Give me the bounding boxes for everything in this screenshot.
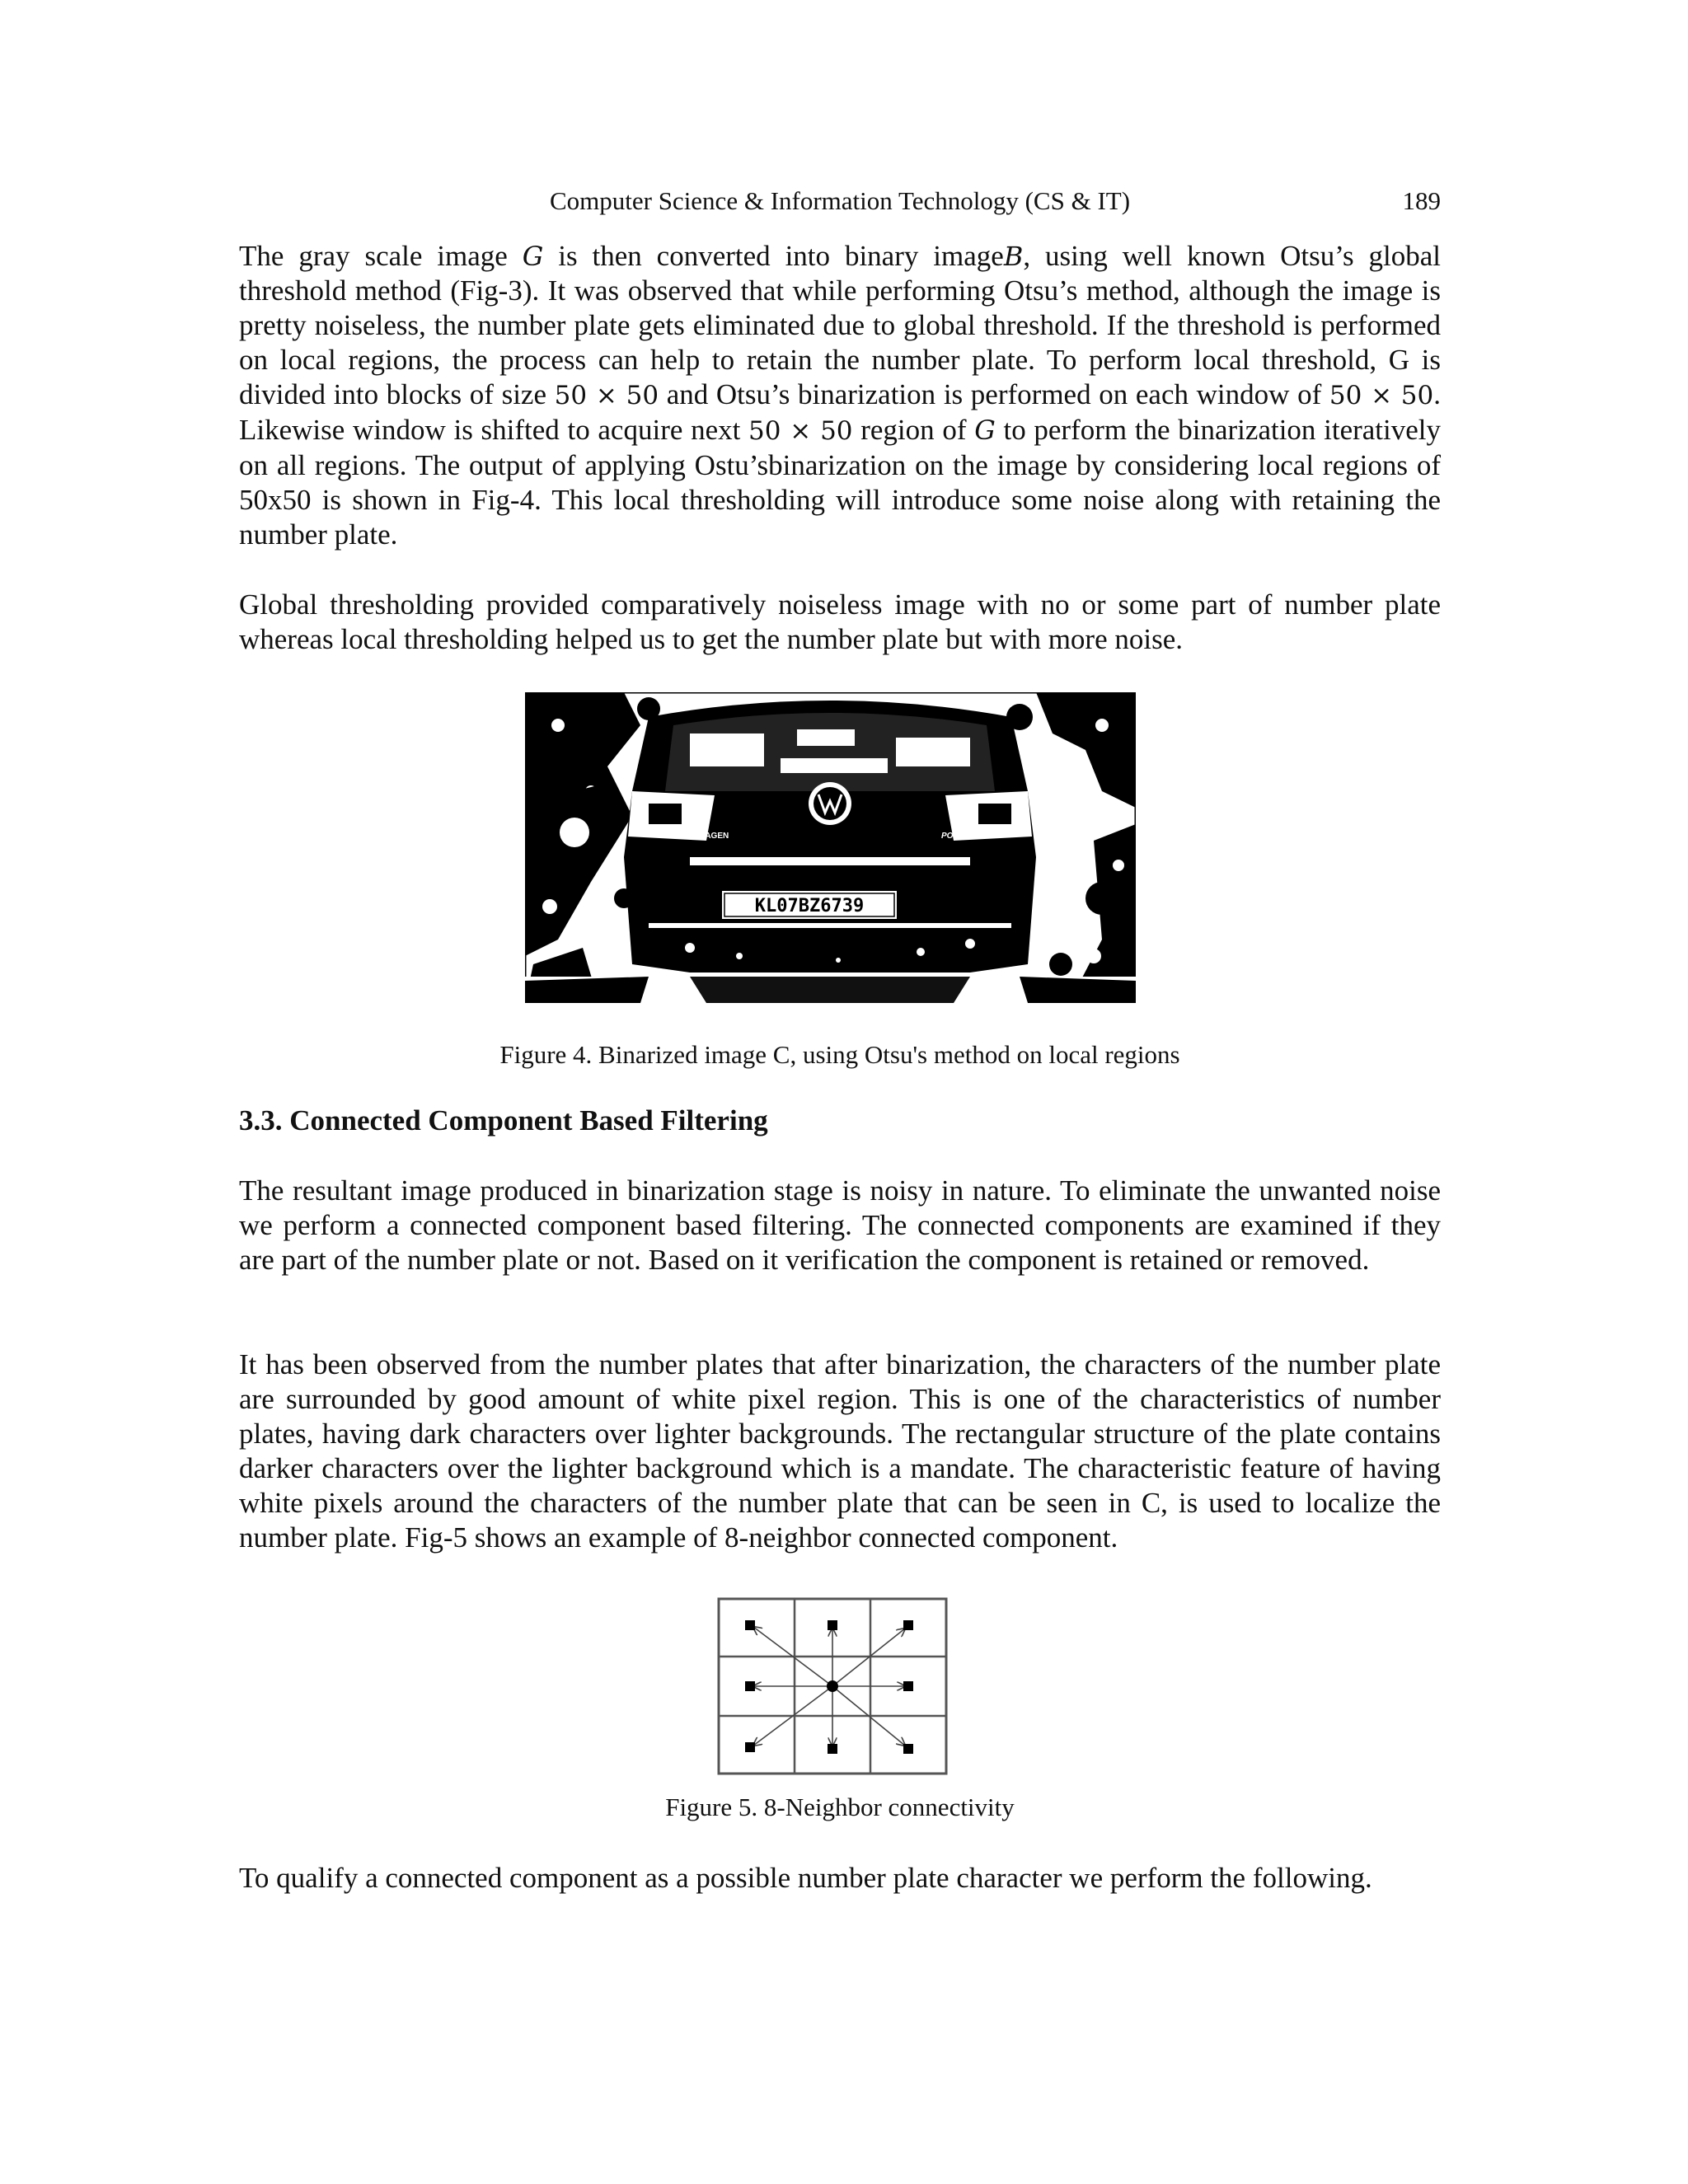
p1-text: , using well known Otsu’s global threshold method (Fig-3). It was observed that while performing Otsu’s method, although the image is pretty noiseless, the number plate gets eliminated due to global threshold. If the threshold is performed on local regions, the process can help to retain the number plate. To perform local threshold, G is divided into blocks of size — [239, 240, 1442, 410]
section-heading: 3.3. Connected Component Based Filtering — [239, 1104, 768, 1137]
var-g: G — [974, 415, 996, 446]
paragraph-otsu-binarization — [239, 239, 1441, 552]
math-50x50: 50 × 50 — [1329, 381, 1434, 410]
figure-4-binarized-car-image — [525, 692, 1136, 1003]
var-b: B — [1003, 241, 1024, 272]
paragraph-qualify-component: To qualify a connected component as a possible number plate character we perform the following. — [239, 1862, 1372, 1894]
paragraph-connected-component-filtering: The resultant image produced in binarization stage is noisy in nature. To eliminate the unwanted noise we perform a connected component based filtering. The connected components are examined if they are part of the number plate or not. Based on it verification the component is retained or removed. — [239, 1174, 1441, 1276]
paragraph-white-pixel-characteristic: It has been observed from the number plates that after binarization, the characters of the number plate are surrounded by good amount of white pixel region. This is one of the characteristics of number plates, having dark characters over lighter backgrounds. The rectangular structure of the plate contains darker characters over the lighter background which is a mandate. The characteristic feature of having white pixels around the characters of the number plate that can be seen in C, is used to localize the number plate. Fig-5 shows an example of 8-neighbor connected component. — [239, 1348, 1441, 1554]
car-model-text: POLO — [941, 832, 965, 841]
p1-text: . Likewise window is shifted to acquire next — [239, 378, 1442, 446]
p1-text: and Otsu’s binarization is performed on each window of — [659, 378, 1329, 410]
p1-text: to perform the binarization iteratively on all regions. The output of applying Ostu’sbinarization on the image by considering local regions of 50x50 is shown in Fig-4. This local thresholding will introduce some noise along with retaining the number plate. — [239, 414, 1442, 551]
running-title: Computer Science & Information Technology (CS & IT) — [549, 186, 1131, 215]
var-g: G — [522, 241, 544, 272]
number-plate-text: KL07BZ6739 — [754, 896, 865, 916]
car-brand-text: VOLKSWAGEN — [669, 832, 729, 841]
p1-text: region of — [852, 414, 975, 446]
figure-5-caption: Figure 5. 8-Neighbor connectivity — [665, 1793, 1015, 1821]
math-50x50: 50 × 50 — [748, 416, 853, 446]
p1-text: is then converted into binary image — [543, 240, 1004, 272]
figure-5-8-neighbor-grid — [717, 1597, 948, 1775]
running-header — [239, 186, 1441, 219]
paragraph-global-vs-local: Global thresholding provided comparatively noiseless image with no or some part of number plate whereas local thresholding helped us to get the number plate but with more noise. — [239, 588, 1441, 655]
math-50x50: 50 × 50 — [554, 381, 659, 410]
page-number: 189 — [1402, 186, 1441, 215]
p1-text: The gray scale image — [239, 240, 523, 272]
figure-4-caption: Figure 4. Binarized image C, using Otsu's method on local regions — [499, 1040, 1180, 1069]
